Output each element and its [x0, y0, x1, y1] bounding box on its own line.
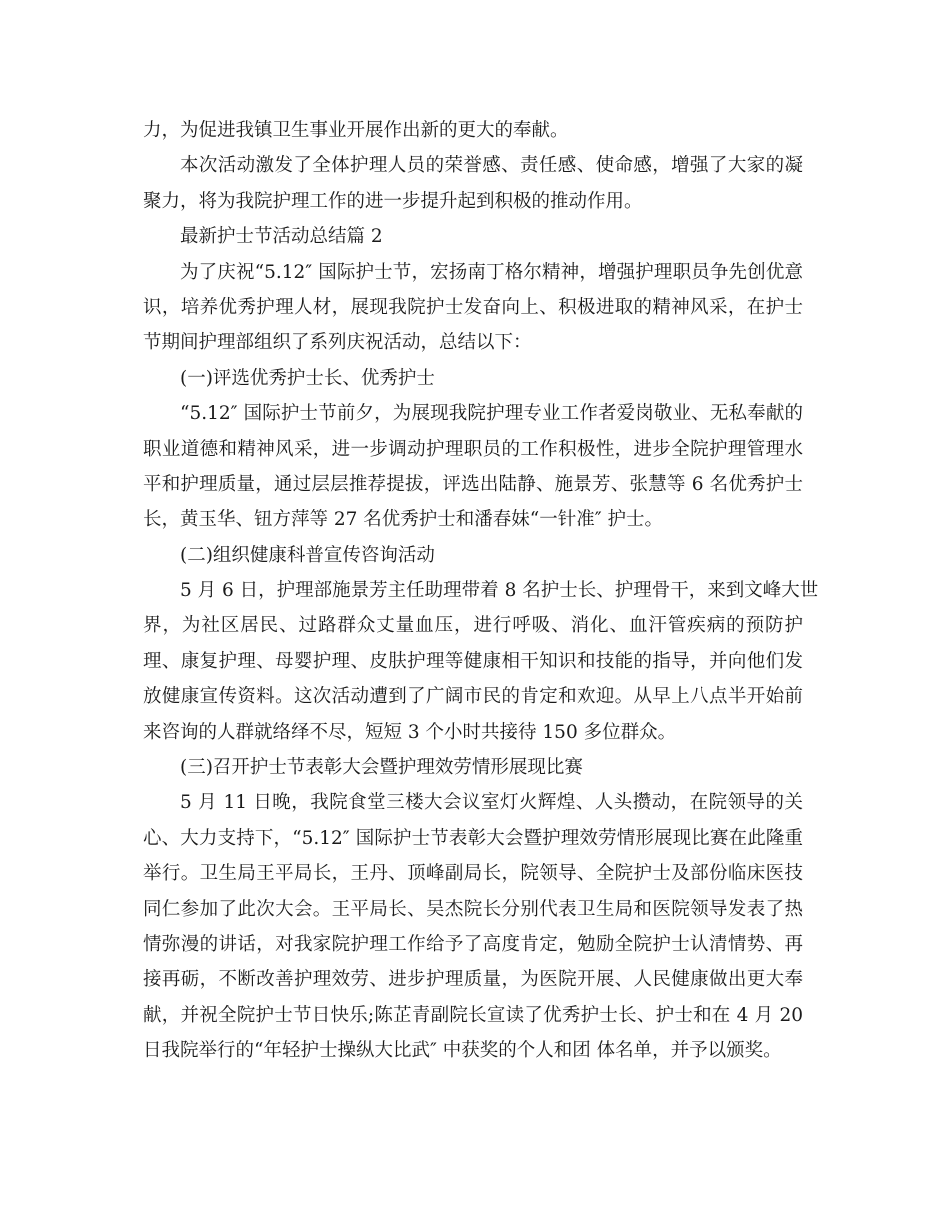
text-line: (一)评选优秀护士长、优秀护士 [180, 367, 435, 389]
text-line: 日我院举行的“年轻护士操纵大比武″ 中获奖的个人和团 体名单，并予以颁奖。 [143, 1040, 782, 1062]
text-line: 最新护士节活动总结篇 2 [180, 226, 383, 248]
text-line: 平和护理质量，通过层层推荐提拔，评选出陆静、施景芳、张慧等 6 名优秀护士 [143, 473, 803, 495]
text-line: 来咨询的人群就络绎不尽，短短 3 个小时共接待 150 多位群众。 [143, 721, 677, 743]
text-line: 同仁参加了此次大会。王平局长、吴杰院长分别代表卫生局和医院领导发表了热 [143, 898, 803, 920]
text-line: 识，培养优秀护理人材，展现我院护士发奋向上、积极进取的精神风采，在护士 [143, 296, 803, 318]
text-line: 放健康宣传资料。这次活动遭到了广阔市民的肯定和欢迎。从早上八点半开始前 [143, 686, 803, 708]
text-line: “5.12″ 国际护士节前夕，为展现我院护理专业工作者爱岗敬业、无私奉献的 [180, 403, 803, 425]
text-line: (三)召开护士节表彰大会暨护理效劳情形展现比赛 [180, 757, 583, 779]
paragraph [143, 750, 803, 785]
text-line: 为了庆祝“5.12″ 国际护士节，宏扬南丁格尔精神，增强护理职员争先创优意 [180, 261, 803, 283]
text-line: 节期间护理部组织了系列庆祝活动，总结以下： [143, 332, 532, 354]
text-line: 理、康复护理、母婴护理、皮肤护理等健康相干知识和技能的指导，并向他们发 [143, 650, 803, 672]
text-line: 接再砺，不断改善护理效劳、进步护理质量，为医院开展、人民健康做出更大奉 [143, 969, 803, 991]
text-line: 5 月 11 日晚，我院食堂三楼大会议室灯火辉煌、人头攒动，在院领导的关 [180, 792, 803, 814]
paragraph [143, 396, 803, 538]
paragraph [143, 361, 803, 396]
text-line: 力，为促进我镇卫生事业开展作出新的更大的奉献。 [143, 120, 569, 141]
paragraph [143, 785, 803, 1068]
text-line: 心、大力支持下，“5.12″ 国际护士节表彰大会暨护理效劳情形展现比赛在此隆重 [143, 827, 803, 849]
text-line: 聚力，将为我院护理工作的进一步提升起到积极的推动作用。 [143, 190, 643, 212]
text-line: 5 月 6 日，护理部施景芳主任助理带着 8 名护士长、护理骨干，来到文峰大世 [180, 580, 819, 602]
paragraph [143, 148, 803, 219]
text-line: 长，黄玉华、钮方萍等 27 名优秀护士和潘春妹“一针准″ 护士。 [143, 509, 664, 531]
paragraph [143, 255, 803, 361]
text-line: 举行。卫生局王平局长，王丹、顶峰副局长，院领导、全院护士及部份临床医技 [143, 863, 803, 885]
paragraph [143, 538, 803, 573]
text-line: 情弥漫的讲话，对我家院护理工作给予了高度肯定，勉励全院护士认清情势、再 [143, 933, 803, 955]
paragraph [143, 113, 803, 148]
text-line: (二)组织健康科普宣传咨询活动 [180, 544, 435, 566]
text-line: 职业道德和精神风采，进一步调动护理职员的工作积极性，进步全院护理管理水 [143, 438, 803, 460]
document-body [143, 113, 819, 1069]
text-line: 本次活动激发了全体护理人员的荣誉感、责任感、使命感，增强了大家的凝 [180, 155, 803, 177]
text-line: 献，并祝全院护士节日快乐;陈芷青副院长宣读了优秀护士长、护士和在 4 月 20 [143, 1004, 803, 1026]
paragraph [143, 219, 803, 254]
text-line: 界，为社区居民、过路群众丈量血压，进行呼吸、消化、血汗管疾病的预防护 [143, 615, 803, 637]
paragraph [143, 573, 819, 750]
